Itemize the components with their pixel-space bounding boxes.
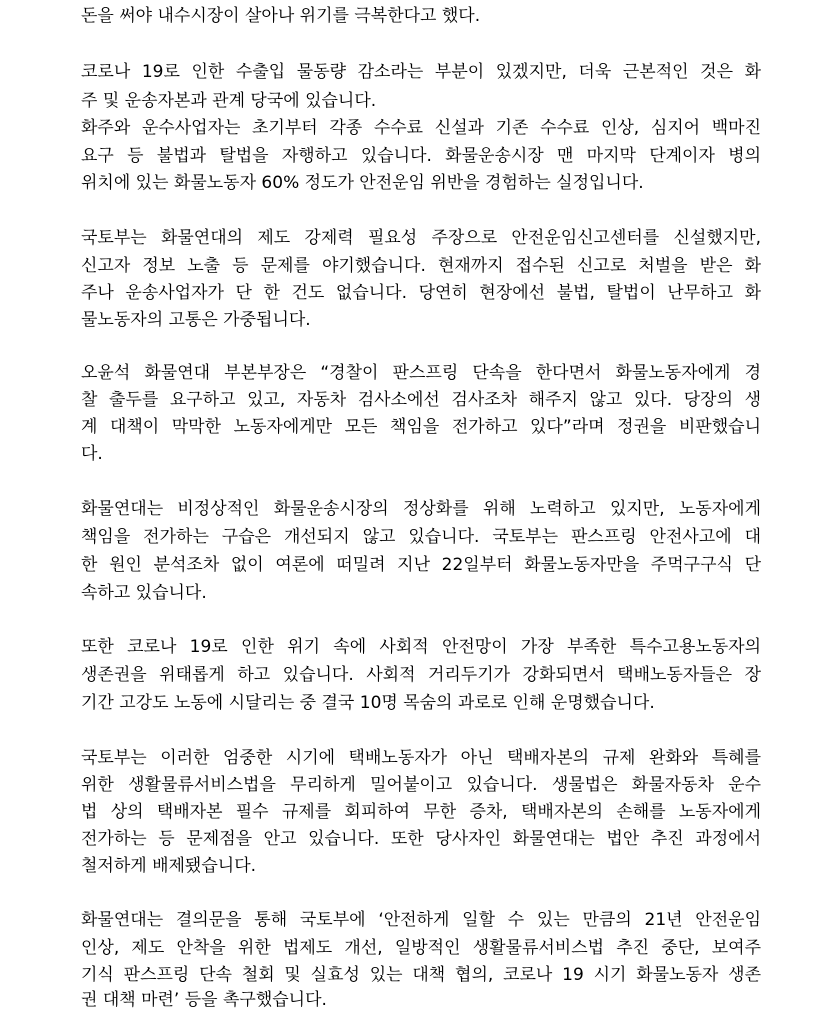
text-line: 찰 출두를 요구하고 있고, 자동차 검사소에선 검사조차 해주지 않고 있다. 당장의 생 xyxy=(81,390,761,410)
text-line: 화물연대는 결의문을 통해 국토부에 ‘안전하게 일할 수 있는 만큼의 21년 안전운임 xyxy=(81,910,761,930)
text-line: 국토부는 화물연대의 제도 강제력 필요성 주장으로 안전운임신고센터를 신설했지만, xyxy=(81,228,761,248)
text-line: 위한 생활물류서비스법을 무리하게 밀어붙이고 있습니다. 생물법은 화물자동차 운수 xyxy=(81,775,761,795)
text-line: 화물연대는 비정상적인 화물운송시장의 정상화를 위해 노력하고 있지만, 노동자에게 xyxy=(81,499,761,519)
text-line: 화주와 운수사업자는 초기부터 각종 수수료 신설과 기존 수수료 인상, 심지어 백마진 xyxy=(81,118,761,138)
text-line: 기간 고강도 노동에 시달리는 중 결국 10명 목숨의 과로로 인해 운명했습니다. xyxy=(81,693,655,713)
text-line: 계 대책이 막막한 노동자에게만 모든 책임을 전가하고 있다”라며 정권을 비판했습니 xyxy=(81,417,761,437)
text-line: 코로나 19로 인한 수출입 물동량 감소라는 부분이 있겠지만, 더욱 근본적인 것은 화 xyxy=(81,62,761,82)
text-line: 책임을 전가하는 구습은 개선되지 않고 있습니다. 국토부는 판스프링 안전사고에 대 xyxy=(81,527,761,547)
text-line: 국토부는 이러한 엄중한 시기에 택배노동자가 아닌 택배자본의 규제 완화와 특혜를 xyxy=(81,748,761,768)
text-line: 철저하게 배제됐습니다. xyxy=(81,856,257,876)
text-line: 전가하는 등 문제점을 안고 있습니다. 또한 당사자인 화물연대는 법안 추진 과정에서 xyxy=(81,829,761,849)
text-line: 한 원인 분석조차 없이 여론에 떠밀려 지난 22일부터 화물노동자만을 주먹구구식 단 xyxy=(81,555,761,575)
text-line: 요구 등 불법과 탈법을 자행하고 있습니다. 화물운송시장 맨 마지막 단계이자 병의 xyxy=(81,146,761,166)
text-line: 인상, 제도 안착을 위한 법제도 개선, 일방적인 생활물류서비스법 추진 중단, 보여주 xyxy=(81,938,761,958)
text-line: 법 상의 택배자본 필수 규제를 회피하여 무한 증차, 택배자본의 손해를 노동자에게 xyxy=(81,802,761,822)
text-line: 물노동자의 고통은 가중됩니다. xyxy=(81,310,311,330)
text-line: 권 대책 마련’ 등을 촉구했습니다. xyxy=(81,990,327,1010)
text-line: 오윤석 화물연대 부본부장은 “경찰이 판스프링 단속을 한다면서 화물노동자에게 경 xyxy=(81,363,761,383)
text-line: 주나 운송사업자가 단 한 건도 없습니다. 당연히 현장에선 불법, 탈법이 난무하고 화 xyxy=(81,283,761,303)
text-line: 위치에 있는 화물노동자 60% 정도가 안전운임 위반을 경험하는 실정입니다. xyxy=(81,173,644,193)
text-line: 생존권을 위태롭게 하고 있습니다. 사회적 거리두기가 강화되면서 택배노동자들은 장 xyxy=(81,665,761,685)
text-line: 다. xyxy=(81,444,103,464)
text-line: 신고자 정보 노출 등 문제를 야기했습니다. 현재까지 접수된 신고로 처벌을 받은 화 xyxy=(81,256,761,276)
text-line: 또한 코로나 19로 인한 위기 속에 사회적 안전망이 가장 부족한 특수고용노동자의 xyxy=(81,637,761,657)
text-line: 속하고 있습니다. xyxy=(81,583,207,603)
text-line: 주 및 운송자본과 관계 당국에 있습니다. xyxy=(81,91,377,111)
text-line: 돈을 써야 내수시장이 살아나 위기를 극복한다고 했다. xyxy=(81,6,481,26)
text-line: 기식 판스프링 단속 철회 및 실효성 있는 대책 협의, 코로나 19 시기 화물노동자 생존 xyxy=(81,965,761,985)
